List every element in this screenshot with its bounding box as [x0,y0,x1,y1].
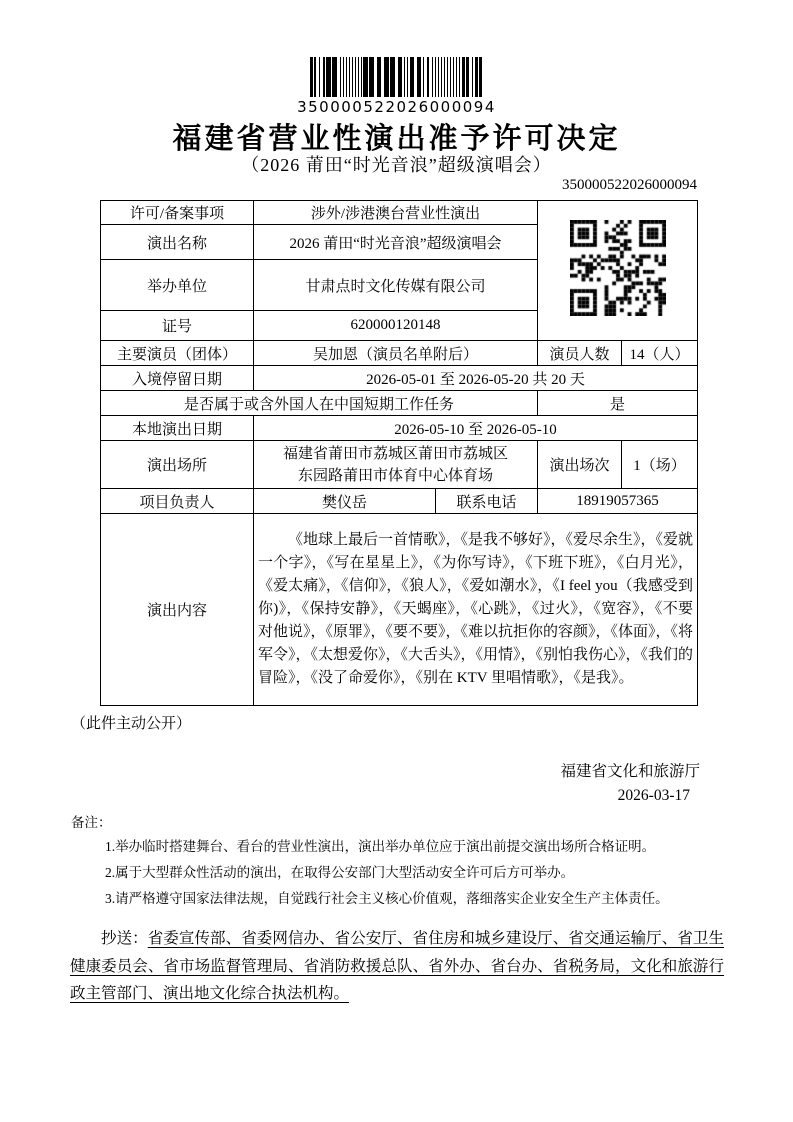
venue-line-2: 东园路莆田市体育中心体育场 [298,467,494,484]
venue-line-1: 福建省莆田市荔城区莆田市荔城区 [283,445,509,462]
table-row [101,391,698,416]
content-label: 演出内容 [101,514,254,706]
document-subtitle: （2026 莆田“时光音浪”超级演唱会） [241,155,552,175]
document-number: 350000522026000094 [562,177,697,193]
permit-table [100,200,698,706]
performers-value: 吴加恩（演员名单附后） [254,341,538,366]
show-name-value: 2026 莆田“时光音浪”超级演唱会 [254,225,538,260]
phone-value: 18919057365 [538,489,698,514]
note-item-3: 3.请严格遵守国家法律法规，自觉践行社会主义核心价值观，落细落实企业安全生产主体责任。 [105,891,669,906]
foreign-work-value: 是 [538,391,698,416]
phone-label: 联系电话 [436,489,538,514]
performer-count-value: 14（人） [622,341,698,366]
cert-no-label: 证号 [101,311,254,341]
barcode-number: 350000522026000094 [297,98,496,116]
table-row [101,341,698,366]
table-row [101,514,698,706]
table-row [101,441,698,489]
table-row [101,489,698,514]
document-title: 福建省营业性演出准予许可决定 [172,123,621,155]
entry-stay-dates-label: 入境停留日期 [101,366,254,391]
notes-section [71,812,731,912]
permit-item-value: 涉外/涉港澳台营业性演出 [254,201,538,225]
permit-item-label: 许可/备案事项 [101,201,254,225]
qr-code-image [570,220,666,316]
note-item-2: 2.属于大型群众性活动的演出，在取得公安部门大型活动安全许可后方可举办。 [105,865,575,880]
table-row [101,201,698,225]
cc-list: 省委宣传部、省委网信办、省公安厅、省住房和城乡建设厅、省交通运输厅、省卫生健康委员会、省市场监督管理局、省消防救援总队、省外办、省台办、省税务局，文化和旅游行政主管部门、演出地文化综合执法机构。 [70,930,724,1002]
entry-stay-dates-value: 2026-05-01 至 2026-05-20 共 20 天 [254,366,698,391]
cc-section [70,925,724,1008]
barcode-block [0,57,793,116]
note-item-1: 1.举办临时搭建舞台、看台的营业性演出，演出举办单位应于演出前提交演出场所合格证明。 [105,839,656,854]
cc-label: 抄送： [101,930,148,947]
sessions-label: 演出场次 [538,441,622,489]
barcode-image [310,57,483,97]
table-row [101,416,698,441]
show-name-label: 演出名称 [101,225,254,260]
local-dates-value: 2026-05-10 至 2026-05-10 [254,416,698,441]
manager-label: 项目负责人 [101,489,254,514]
foreign-work-label: 是否属于或含外国人在中国短期工作任务 [101,391,538,416]
venue-value [254,441,538,489]
organizer-label: 举办单位 [101,260,254,311]
song-list: 《地球上最后一首情歌》，《是我不够好》，《爱尽余生》，《爱就一个字》，《写在星星上》，《为你写诗》，《下班下班》，《白月光》，《爱太痛》，《信仰》，《狼人》，《爱如潮水》，《I feel you（我感受到你)》，《保持安静》，《天蝎座》，《心跳》，《过火》，《宽容》，《不要对他说》，《原罪》，《要不要》，《难以抗拒你的容颜》，《体面》，《将军令》，《太想爱你》，《大舌头》，《用情》，《别怕我伤心》，《我们的冒险》，《没了命爱你》，《别在 KTV 里唱情歌》，《是我》。 [258,532,694,686]
performer-count-label: 演员人数 [538,341,622,366]
issue-date: 2026-03-17 [617,787,690,804]
venue-label: 演出场所 [101,441,254,489]
content-value [254,514,698,706]
issuing-authority: 福建省文化和旅游厅 [560,763,700,780]
public-disclosure-note: （此件主动公开） [71,716,192,732]
qr-cell [538,201,698,341]
table-row [101,366,698,391]
notes-label: 备注： [71,815,112,830]
organizer-value: 甘肃点时文化传媒有限公司 [254,260,538,311]
cert-no-value: 620000120148 [254,311,538,341]
local-dates-label: 本地演出日期 [101,416,254,441]
manager-value: 樊仪岳 [254,489,436,514]
performers-label: 主要演员（团体） [101,341,254,366]
sessions-value: 1（场） [622,441,698,489]
